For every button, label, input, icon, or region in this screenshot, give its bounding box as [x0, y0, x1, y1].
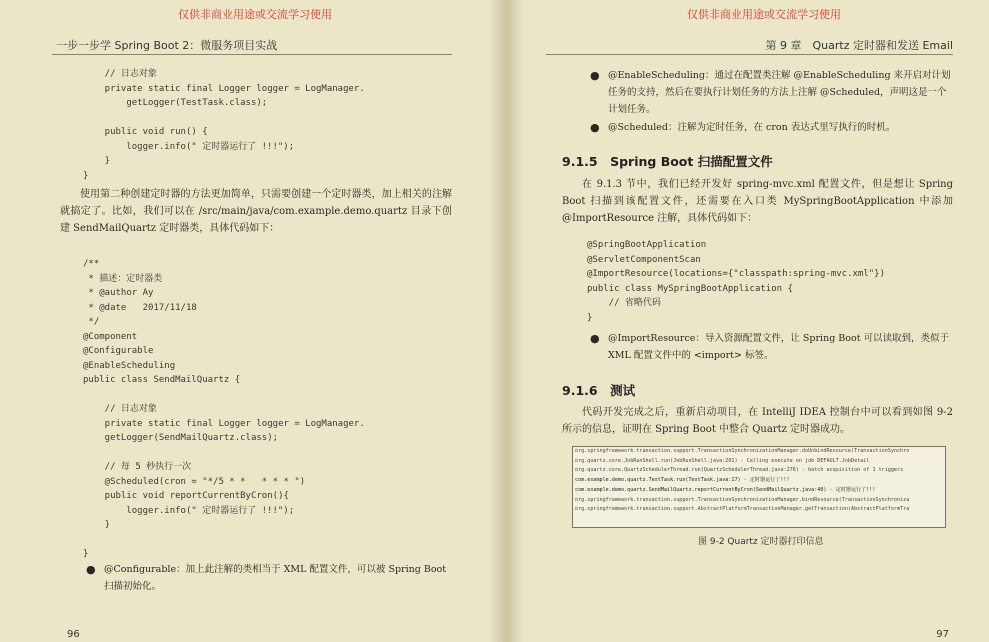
bullet-enablescheduling-text: @EnableScheduling：通过在配置类注解 @EnableScheduling 来开启对计划任务的支持，然后在要执行计划任务的方法上注解 @Scheduled，声明这是一个计划任务。 — [608, 70, 951, 115]
code-block-testtask: // 日志对象 private static final Logger logger = LogManager. getLogger(TestTask.class); public void run() { logger.info(" 定时器运行了 !!!"); } } — [83, 69, 365, 181]
book-gutter — [503, 0, 510, 642]
paragraph-test: 代码开发完成之后，重新启动项目，在 IntelliJ IDEA 控制台中可以看到如图 9-2 所示的信息，证明在 Spring Boot 中整合 Quartz 定时器成功。 — [562, 407, 953, 435]
right-gutter-shade — [510, 0, 524, 642]
console-line: com.example.demo.quartz.TestTask.run(TestTask.java:17) - 定时器运行了!!! — [575, 477, 790, 484]
right-page — [510, 0, 989, 642]
right-watermark: 仅供非商业用途或交流学习使用 — [687, 8, 841, 21]
paragraph-scan-config: 在 9.1.3 节中，我们已经开发好 spring-mvc.xml 配置文件，但是想让 Spring Boot 扫描到该配置文件，还需要在入口类 MySpringBootApplication 中添加 @ImportResource 注解，具体代码如下： — [562, 179, 953, 224]
left-header-rule — [52, 54, 452, 55]
console-line: org.quartz.core.JobRunShell.run(JobRunShell.java:201) - Calling execute on job DEFAULT.JobDetail — [575, 457, 870, 464]
console-line: com.example.demo.quartz.SendMailQuartz.reportCurrentByCron(SendMailQuartz.java:40) - 定时器运行了!!! — [575, 486, 876, 493]
paragraph-second-method: 使用第二种创建定时器的方法更加简单，只需要创建一个定时器类，加上相关的注解就搞定了。比如，我们可以在 /src/main/java/com.example.demo.quartz 目录下创建 SendMailQuartz 定时器类，具体代码如下： — [60, 189, 452, 234]
bullet-enablescheduling — [590, 67, 954, 118]
code-block-application: @SpringBootApplication @ServletComponentScan @ImportResource(locations={"classpath:spring-mvc.xml"}) public class MySpringBootApplication { // 省略代码 } — [587, 240, 886, 323]
section-heading-915: 9.1.5 Spring Boot 扫描配置文件 — [562, 154, 773, 169]
right-page-number: 97 — [936, 629, 949, 640]
bullet-dot: ● — [590, 69, 600, 82]
bullet-dot: ● — [590, 121, 600, 134]
bullet-scheduled-text: @Scheduled：注解为定时任务，在 cron 表达式里写执行的时机。 — [608, 122, 896, 133]
console-line: org.springframework.transaction.support.TransactionSynchronizationManager.doUnbindResource(TransactionSynchro — [575, 448, 910, 454]
bullet-configurable-text: @Configurable：加上此注解的类相当于 XML 配置文件，可以被 Spring Boot 扫描初始化。 — [104, 564, 447, 592]
console-screenshot-figure — [572, 446, 946, 528]
right-header-rule — [546, 54, 953, 55]
left-page-number: 96 — [67, 629, 80, 640]
bullet-dot: ● — [86, 563, 96, 576]
bullet-scheduled — [590, 119, 954, 136]
bullet-configurable — [86, 561, 450, 595]
section-heading-916: 9.1.6 测试 — [562, 383, 636, 398]
console-line: org.quartz.core.QuartzSchedulerThread.run(QuartzSchedulerThread.java:276) - batch acquisition of 1 triggers — [575, 467, 904, 474]
bullet-importresource-text: @ImportResource：导入资源配置文件，让 Spring Boot 可以读取到，类似于 XML 配置文件中的 <import> 标签。 — [608, 333, 950, 361]
code-block-sendmailquartz: /** * 描述：定时器类 * @author Ay * @date 2017/11/18 */ @Component @Configurable @EnableScheduling public class SendMailQuartz { // 日志对象 private static final Logger logger = LogManager. getLogger(SendMailQuartz.class); // 每 5 秒执行一次 @Scheduled(cron = "*/5 * * * * * ") public void reportCurrentByCron(){ logger.info(" 定时器运行了 !!!"); } } — [83, 259, 365, 559]
console-line: org.springframework.transaction.support.AbstractPlatformTransactionManager.getTransaction(AbstractPlatformTra — [575, 506, 910, 513]
right-running-header: 第 9 章 Quartz 定时器和发送 Email — [765, 39, 953, 52]
bullet-dot: ● — [590, 332, 600, 345]
left-watermark: 仅供非商业用途或交流学习使用 — [178, 8, 332, 21]
bullet-importresource — [590, 330, 954, 364]
left-gutter-shade — [489, 0, 503, 642]
console-line: org.springframework.transaction.support.TransactionSynchronizationManager.bindResource(TransactionSynchroniza — [575, 496, 910, 503]
figure-caption: 图 9-2 Quartz 定时器打印信息 — [698, 537, 824, 547]
left-running-header: 一步一步学 Spring Boot 2：微服务项目实战 — [56, 39, 278, 52]
